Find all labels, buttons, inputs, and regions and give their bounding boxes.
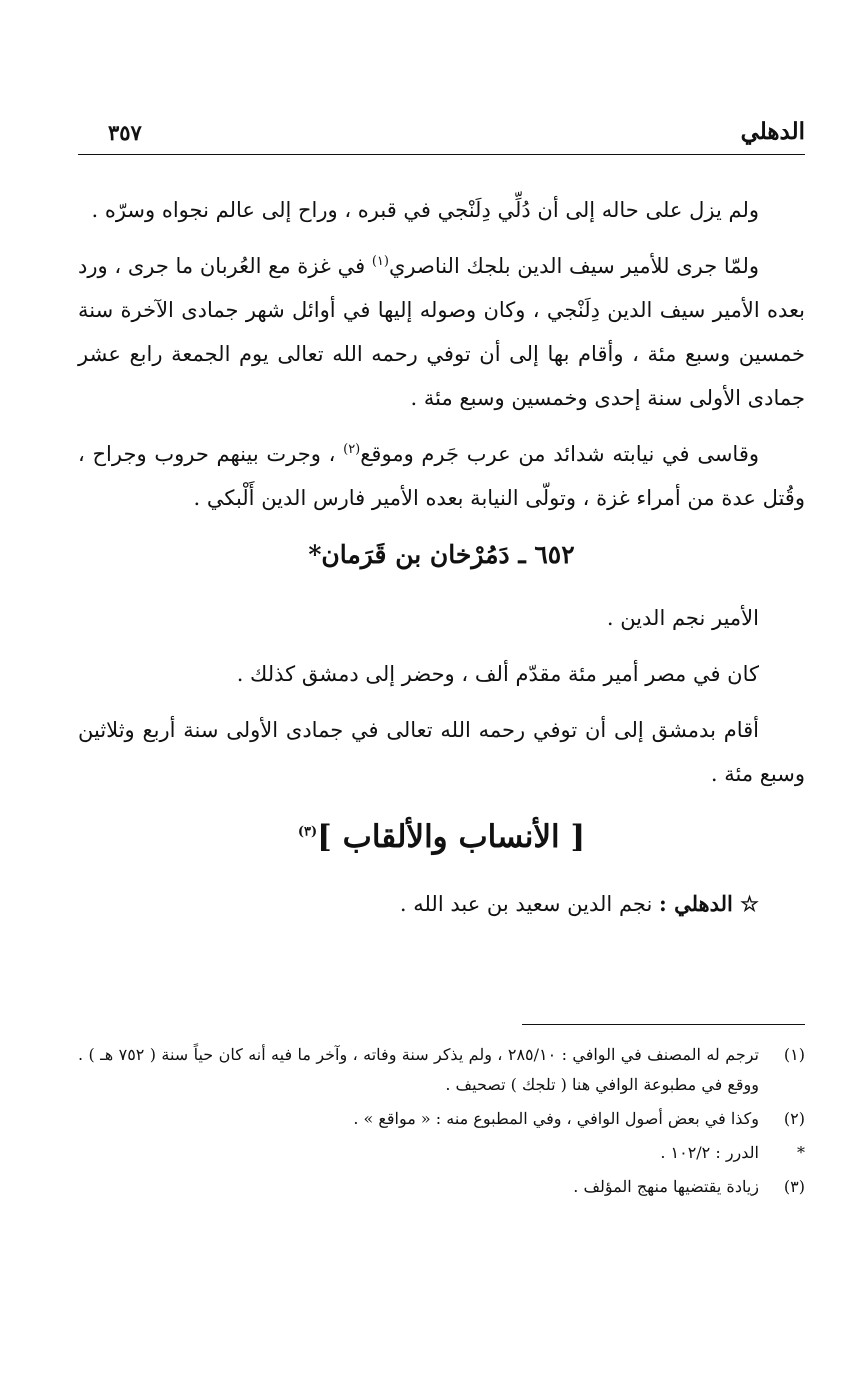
footnote-item bbox=[78, 1040, 805, 1100]
footnote-item bbox=[78, 1138, 805, 1168]
footnote-text: وكذا في بعض أصول الوافي ، وفي المطبوع منه : « مواقع » . bbox=[353, 1109, 759, 1128]
footnote-item bbox=[78, 1104, 805, 1134]
footnote-text: زيادة يقتضيها منهج المؤلف . bbox=[573, 1177, 759, 1196]
paragraph-3 bbox=[78, 432, 805, 520]
paragraph-3-text-b: ، وجرت بينهم حروب وجراح ، وقُتل عدة من أمراء غزة ، وتولّى النيابة بعده الأمير فارس الدين أَلْبكي . bbox=[78, 442, 805, 510]
main-text bbox=[78, 188, 805, 926]
footnote-ref-1[interactable]: (١) bbox=[371, 254, 389, 269]
paragraph-6: أقام بدمشق إلى أن توفي رحمه الله تعالى في جمادى الأولى سنة أربع وثلاثين وسبع مئة . bbox=[78, 718, 805, 786]
paragraph-1: ولم يزل على حاله إلى أن دُلِّي دِلَنْجي في قبره ، وراح إلى عالم نجواه وسرّه . bbox=[91, 198, 759, 222]
footnote-mark: (١) bbox=[783, 1045, 805, 1064]
paragraph-2-text-b: في غزة مع العُربان ما جرى ، ورد بعده الأمير سيف الدين دِلَنْجي ، وكان وصوله إليها في أوائل شهر جمادى الآخرة سنة خمسين وسبع مئة ، وأقام بها إلى أن توفي رحمه الله تعالى يوم الجمعة رابع عشر جمادى الأولى سنة إحدى وخمسين وسبع مئة . bbox=[78, 254, 805, 410]
paragraph-3-text-a: وقاسى في نيابته شدائد من عرب جَرم وموقع bbox=[360, 442, 759, 466]
index-entry-text: نجم الدين سعيد بن عبد الله . bbox=[399, 892, 659, 916]
entry-heading: ٦٥٢ ـ دَمُرْخان بن قَرَمان* bbox=[308, 540, 575, 569]
page-number: ٣٥٧ bbox=[108, 120, 142, 145]
footnote-text: الدرر : ١٠٢/٢ . bbox=[660, 1143, 759, 1162]
footnote-text: ترجم له المصنف في الوافي : ٢٨٥/١٠ ، ولم يذكر سنة وفاته ، وآخر ما فيه أنه كان حياً سنة ( ٧٥٢ هـ ) . ووقع في مطبوعة الوافي هنا ( تلجك ) تصحيف . bbox=[78, 1045, 760, 1094]
page-header bbox=[78, 118, 805, 152]
footnotes bbox=[78, 1040, 805, 1206]
header-rule bbox=[78, 154, 805, 155]
footnote-ref-2[interactable]: (٢) bbox=[343, 442, 361, 457]
footnote-ref-3[interactable]: (٣) bbox=[297, 824, 318, 840]
paragraph-2-text-a: ولمّا جرى للأمير سيف الدين بلجك الناصري bbox=[388, 254, 759, 278]
index-entry bbox=[78, 882, 805, 926]
section-heading bbox=[78, 812, 805, 862]
footnote-mark: * bbox=[797, 1143, 805, 1162]
running-head: الدهلي bbox=[740, 118, 805, 145]
paragraph-5: كان في مصر أمير مئة مقدّم ألف ، وحضر إلى دمشق كذلك . bbox=[236, 662, 759, 686]
paragraph-2 bbox=[78, 244, 805, 420]
footnote-mark: (٢) bbox=[783, 1109, 805, 1128]
footnote-rule bbox=[522, 1024, 805, 1025]
index-entry-lead: ☆ الدهلي : bbox=[659, 891, 759, 916]
footnote-mark: (٣) bbox=[783, 1177, 805, 1196]
paragraph-4: الأمير نجم الدين . bbox=[606, 606, 759, 630]
footnote-item bbox=[78, 1172, 805, 1202]
section-heading-text: [ الأنساب والألقاب ] bbox=[317, 819, 586, 855]
